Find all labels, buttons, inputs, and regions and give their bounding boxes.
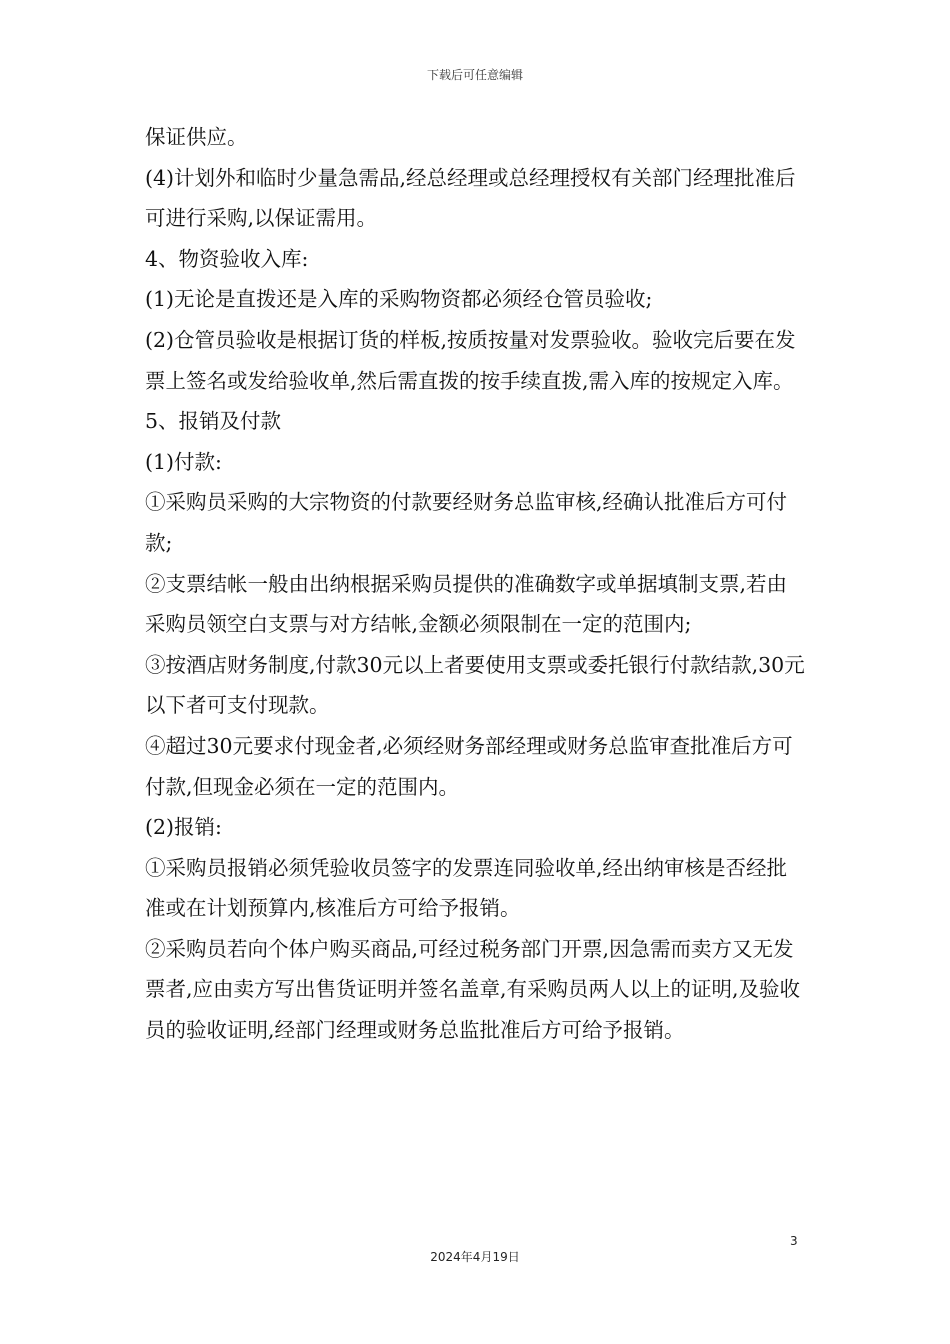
document-body xyxy=(145,117,805,1051)
subsection-heading: (1)付款: xyxy=(145,449,222,474)
paragraph: ②支票结帐一般由出纳根据采购员提供的准确数字或单据填制支票,若由采购员领空白支票与对方结帐,金额必须限制在一定的范围内; xyxy=(145,571,788,637)
section-heading: 5、报销及付款 xyxy=(145,409,282,434)
paragraph: ①采购员报销必须凭验收员签字的发票连同验收单,经出纳审核是否经批准或在计划预算内,核准后方可给予报销。 xyxy=(145,855,788,921)
page-number: 3 xyxy=(790,1234,798,1248)
paragraph: (4)计划外和临时少量急需品,经总经理或总经理授权有关部门经理批准后可进行采购,以保证需用。 xyxy=(145,165,796,231)
page-header: 下载后可任意编辑 xyxy=(426,68,523,82)
paragraph: ④超过30元要求付现金者,必须经财务部经理或财务总监审查批准后方可付款,但现金必须在一定的范围内。 xyxy=(145,733,793,799)
subsection-heading: (2)报销: xyxy=(145,815,222,840)
paragraph: ①采购员采购的大宗物资的付款要经财务总监审核,经确认批准后方可付款; xyxy=(145,490,788,555)
paragraph: ②采购员若向个体户购买商品,可经过税务部门开票,因急需而卖方又无发票者,应由卖方写出售货证明并签名盖章,有采购员两人以上的证明,及验收员的验收证明,经部门经理或财务总监批准后方可给予报销。 xyxy=(145,936,801,1043)
paragraph: 保证供应。 xyxy=(145,125,248,149)
footer-date: 2024年4月19日 xyxy=(430,1250,520,1264)
section-heading: 4、物资验收入库: xyxy=(145,246,309,271)
paragraph: (1)无论是直拨还是入库的采购物资都必须经仓管员验收; xyxy=(145,287,653,312)
paragraph: ③按酒店财务制度,付款30元以上者要使用支票或委托银行付款结款,30元以下者可支付现款。 xyxy=(145,652,805,718)
paragraph: (2)仓管员验收是根据订货的样板,按质按量对发票验收。验收完后要在发票上签名或发给验收单,然后需直拨的按手续直拨,需入库的按规定入库。 xyxy=(145,327,796,393)
